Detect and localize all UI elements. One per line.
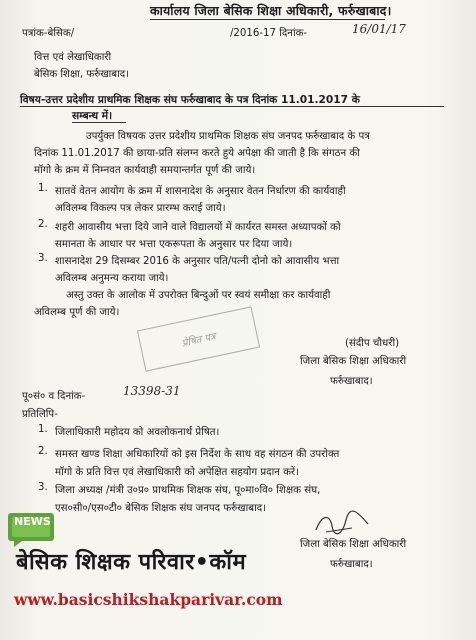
copy-item-2-number: 2. <box>38 446 48 457</box>
copy-item-2-line-1: समस्त खण्ड शिक्षा अधिकारियों को इस निर्देश के साथ वह संगठन की उपरोक्त <box>55 449 340 460</box>
watermark-url: www.basicshikshakparivar.com <box>14 590 283 609</box>
subject-underline <box>20 106 444 107</box>
signature-scribble <box>312 508 372 538</box>
closing-line-1: अस्तु उक्त के आलोक में उपरोक्त बिन्दुओं पर स्वयं समीक्षा कर कार्यवाही <box>66 290 331 301</box>
subject-line-2: सम्बन्ध में। <box>72 110 113 122</box>
point-2-number: 2. <box>38 219 48 230</box>
handwritten-date: 16/01/17 <box>352 22 406 36</box>
point-2-line-1: शहरी आवासीय भत्ता दिये जाने वाले विद्यालयों में कार्यरत समस्त अध्यापकों को <box>55 222 341 233</box>
point-3-line-2: अविलम्ब अनुमन्य कराया जाये। <box>55 273 169 284</box>
subject-line-1: विषय-उत्तर प्रदेशीय प्राथमिक शिक्षक संघ फर्रुखाबाद के पत्र दिनांक 11.01.2017 के <box>20 94 360 106</box>
signatory-designation: जिला बेसिक शिक्षा अधिकारी <box>300 356 407 367</box>
title-underline <box>150 19 385 20</box>
intro-line-2: दिनांक 11.01.2017 की छाया-प्रति संलग्न करते हुये अपेक्षा की जाती है कि संगठन की <box>34 148 360 159</box>
point-2-line-2: समानता के आधार पर भत्ता एकरूपता के अनुसार पर दिया जाये। <box>55 239 293 250</box>
copy-item-1-number: 1. <box>38 424 48 435</box>
intro-line-3: मॉगो के क्रम में निम्नवत कार्यवाही समयान्तर्गत पूर्ण की जाये। <box>34 165 256 176</box>
signatory-name: (संदीप चौधरी) <box>345 338 400 349</box>
subject-underline-2 <box>72 122 126 123</box>
signatory-place: फर्रुखाबाद। <box>330 376 373 387</box>
point-1-number: 1. <box>38 183 48 194</box>
handwritten-reference: 13398-31 <box>123 384 181 398</box>
news-badge-label: NEWS <box>14 515 51 528</box>
point-3-line-1: शासनादेश 29 दिसम्बर 2016 के अनुसार पति/पत्नी दोनो को आवासीय भत्ता <box>55 256 340 267</box>
copy-to-label: प्रतिलिपि- <box>22 409 58 420</box>
copy-item-3-number: 3. <box>38 482 48 493</box>
addressee-line-1: वित्त एवं लेखाधिकारी <box>34 52 112 63</box>
intro-line-1: उपर्युक्त विषयक उत्तर प्रदेशीय प्राथमिक शिक्षक संघ जनपद फर्रुखाबाद के पत्र <box>86 131 370 142</box>
year-date-label: /2016-17 दिनांक- <box>230 28 308 39</box>
office-title: कार्यालय जिला बेसिक शिक्षा अधिकारी, फर्रुखाबाद। <box>150 3 392 18</box>
point-1-line-1: सातवें वेतन आयोग के क्रम में शासनादेश के अनुसार वेतन निर्धारण की कार्यवाही <box>55 186 346 197</box>
copy-sign-designation: जिला बेसिक शिक्षा अधिकारी <box>300 539 407 550</box>
copy-sign-place: फर्रुखाबाद। <box>330 559 373 570</box>
point-1-line-2: अविलम्ब विकल्प पत्र लेकर प्रारम्भ कराई जाये। <box>55 203 226 214</box>
addressee-line-2: बेसिक शिक्षा, फर्रुखाबाद। <box>34 69 130 80</box>
copy-item-3-line-1: जिला अध्यक्ष /मंत्री उ०प्र० प्राथमिक शिक्षक संघ, पू०मा०वि० शिक्षक संघ, <box>55 485 321 496</box>
copy-item-1-line-1: जिलाधिकारी महोदय को अवलोकनार्थ प्रेषित। <box>55 427 220 438</box>
reference-label: पू०सं० व दिनांक- <box>22 391 86 402</box>
letter-number-label: पत्रांक-बेसिक/ <box>22 28 75 39</box>
copy-item-3-line-2: एस०सी०/एस०टी० बेसिक शिक्षक संघ जनपद फर्रुखाबाद। <box>55 503 266 514</box>
copy-item-2-line-2: मॉगो के प्रति वित्त एवं लेखाधिकारी को अपेक्षित सहयोग प्रदान करें। <box>55 467 299 478</box>
handwritten-stamp: प्रेषित पत्र <box>137 306 260 371</box>
closing-line-2: अविलम्ब पूर्ण की जाये। <box>34 307 120 318</box>
point-3-number: 3. <box>38 253 48 264</box>
watermark-brand: बेसिक शिक्षक परिवार•कॉम <box>16 550 247 575</box>
